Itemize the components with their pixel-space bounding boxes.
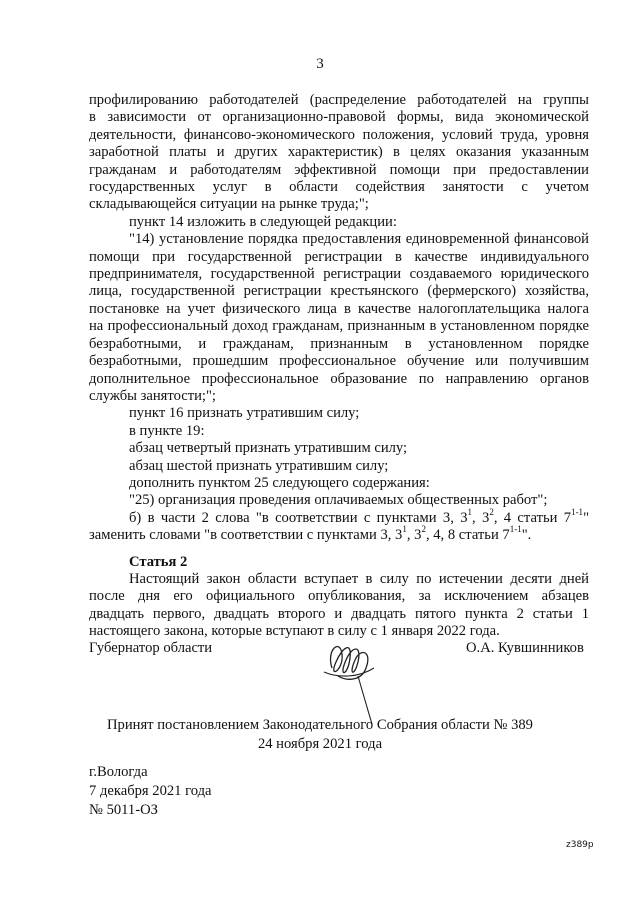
item14-intro: пункт 14 изложить в следующей редакции: — [129, 213, 397, 230]
text-line: складывающейся ситуации на рынке труда;"; — [89, 196, 369, 213]
text-line: "14) установление порядка предоставления единовременной финансовой — [129, 231, 589, 248]
text-line: заработной платы и других характеристик) в целях оказания указанным — [89, 144, 589, 161]
text-line: лица, государственной регистрации крестьянского (фермерского) хозяйства, — [89, 283, 589, 300]
adoption-note — [0, 716, 640, 754]
text-line: настоящего закона, которые вступают в силу с 1 января 2022 года. — [89, 623, 500, 640]
document-code: z389p — [566, 840, 594, 850]
adoption-date: 24 ноября 2021 года — [257, 736, 383, 752]
document-body — [89, 92, 589, 641]
text-line: постановке на учет физического лица в качестве налогоплательщика налога — [89, 300, 589, 317]
text-line: дополнительное профессиональное образование по направлению органов — [89, 370, 589, 387]
adoption-line: Принят постановлением Законодательного Собрания области № 389 — [107, 717, 533, 733]
signer-name: О.А. Кувшинников — [466, 640, 584, 656]
text-line: предпринимателя, государственной регистрации создаваемого юридического — [89, 266, 589, 283]
text-line: службы занятости;"; — [89, 387, 216, 404]
sign-date: 7 декабря 2021 года — [89, 783, 212, 799]
text-line: деятельности, финансово-экономического положения, условий труда, уровня — [89, 126, 589, 143]
text-line: безработными, и гражданам, признанным в установленном порядке — [89, 335, 589, 352]
text-line: профилированию работодателей (распределение работодателей на группы — [89, 92, 589, 108]
replace-line-1: б) в части 2 слова "в соответствии с пунктами 3, $3^1$, $3^2$, 4 статьи 7$^{1-1}$" — [129, 506, 590, 526]
item19: в пункте 19: — [129, 422, 205, 439]
law-number: № 5011-ОЗ — [89, 802, 158, 818]
article-title: Статья 2 — [129, 553, 188, 570]
text-line: государственных услуг в области содействия занятости с учетом — [89, 179, 589, 196]
text-line: на профессиональный доход гражданам, признанным в установленном порядке — [89, 318, 589, 335]
para6: абзац шестой признать утратившим силу; — [129, 457, 389, 474]
para4: абзац четвертый признать утратившим силу; — [129, 440, 408, 457]
text-line: Настоящий закон области вступает в силу по истечении десяти дней — [129, 570, 589, 587]
text-line: гражданам и работодателям эффективной помощи при предоставлении — [89, 161, 589, 178]
page-number: 3 — [316, 56, 324, 72]
text-line: после дня его официального опубликования, за исключением абзацев — [89, 588, 589, 605]
text-line: двадцать первого, двадцать второго и двадцать пятого пункта 2 статьи 1 — [89, 605, 589, 622]
text-line: безработными, прошедшим профессиональное обучение или получившим — [89, 353, 589, 370]
item16: пункт 16 признать утратившим силу; — [129, 405, 360, 422]
handwritten-signature — [318, 628, 380, 728]
replace-line-2: заменить словами "в соответствии с пунктами 3, $3^1$, $3^2$, 4, 8 статьи 7$^{1-1}$". — [89, 524, 532, 544]
signer-title: Губернатор области — [89, 640, 213, 656]
text-line: помощи при государственной регистрации в качестве индивидуального — [89, 248, 589, 265]
text-line: в зависимости от организационно-правовой формы, вида экономической — [89, 109, 589, 126]
place-date-block — [89, 763, 212, 820]
item25-intro: дополнить пунктом 25 следующего содержания: — [129, 474, 430, 491]
city: г.Вологда — [89, 764, 148, 780]
item25: "25) организация проведения оплачиваемых общественных работ"; — [129, 492, 548, 509]
